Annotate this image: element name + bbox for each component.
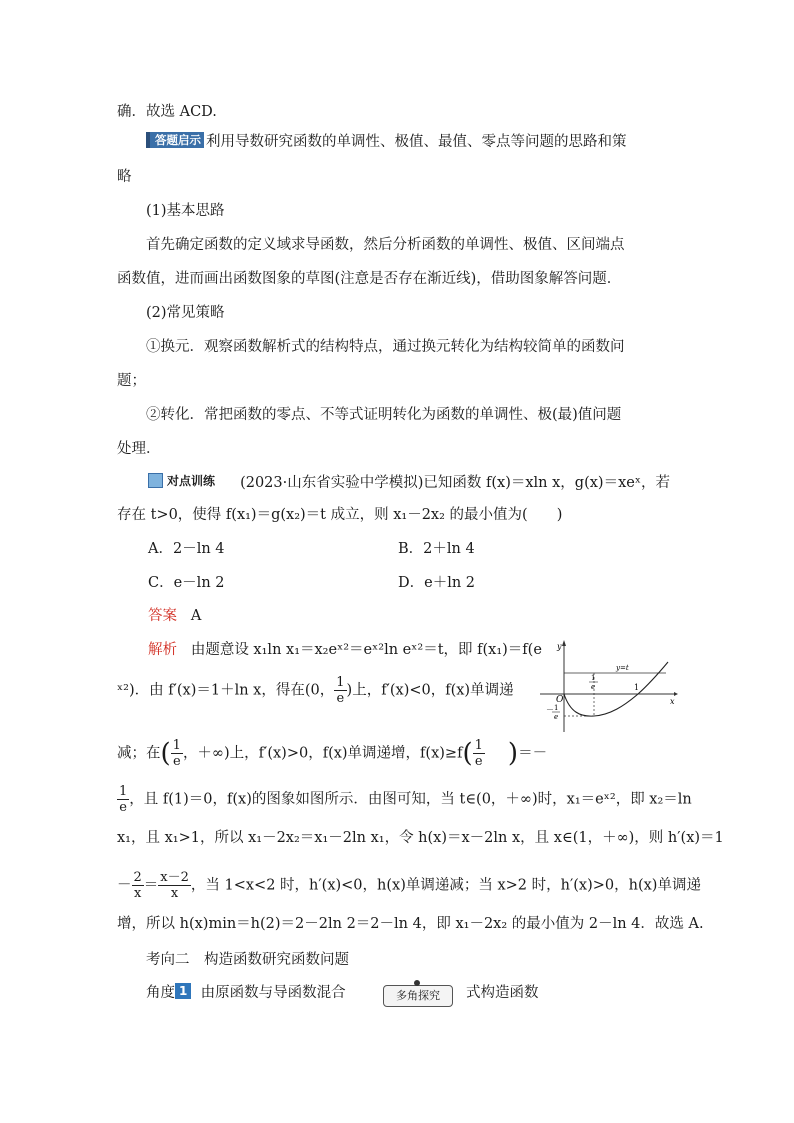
analysis-text-6: ，当 1<x<2 时，h′(x)<0，h(x)单调递减；当 x>2 时，h′(x)>0，h(x)单调递 — [190, 877, 701, 894]
graph-svg — [540, 640, 678, 732]
option-d: D．e＋ln 2 — [398, 575, 476, 591]
tip-text: 利用导数研究函数的单调性、极值、最值、零点等问题的思路和策 — [206, 134, 627, 150]
option-a: A．2－ln 4 — [148, 541, 225, 557]
line-6: 函数值，进而画出函数图象的草图(注意是否存在渐近线)，借助图象解答问题． — [117, 271, 622, 287]
angle-label: 角度 — [146, 985, 175, 1001]
line-11: 处理． — [117, 441, 161, 457]
practice-badge: 对点训练 — [167, 474, 216, 488]
analysis-text-2c: )上，f′(x)<0，f(x)单调递 — [346, 682, 514, 699]
analysis-line-4 — [117, 784, 692, 815]
neg-den: e — [554, 713, 559, 721]
x-axis-arrow — [674, 692, 678, 696]
line-9: 题； — [117, 373, 146, 389]
equals-sign: ＝ — [143, 877, 159, 894]
angle-title: 由原函数与导函数混合 — [200, 985, 346, 1001]
neg-num: 1 — [554, 704, 559, 712]
fraction-x-minus-2-over-x: $\frac{x-2}{x}$ — [160, 870, 189, 901]
line-3: 略 — [117, 169, 132, 185]
fraction-1-over-e-4: $\frac{1}{e}$ — [119, 784, 128, 815]
line-8: ①换元．观察函数解析式的结构特点，通过换元转化为结构较简单的函数问 — [146, 339, 625, 355]
x-axis-label: x — [670, 697, 675, 706]
analysis-text-3a: 减；在 — [117, 745, 161, 762]
line-5: 首先确定函数的定义域求导函数，然后分析函数的单调性、极值、区间端点 — [146, 237, 625, 253]
analysis-text-3c: ＝－ — [518, 745, 548, 762]
paren-right: ) — [507, 738, 519, 769]
fraction-1-over-e-2: $\frac{1}{e}$ — [172, 738, 181, 769]
analysis-line-7: 增，所以 h(x)min＝h(2)＝2－2ln 2＝2－ln 4，即 x₁－2x₂ 的最小值为 2－ln 4．故选 A. — [117, 916, 704, 932]
analysis-text-2a: ˣ²)．由 f′(x)＝1＋ln x，得在 — [117, 682, 305, 699]
paren-left-2: ( — [462, 738, 473, 769]
analysis-line-2 — [117, 675, 514, 706]
analysis-line-6 — [117, 870, 701, 901]
y-axis-arrow — [562, 640, 566, 646]
practice-icon — [148, 473, 163, 488]
tick-1-over-e-num: 1 — [591, 674, 596, 682]
section-heading: 考向二 构造函数研究函数问题 — [146, 952, 349, 968]
angle-heading-tail: 式构造函数 — [466, 985, 539, 1001]
interval-open: (0， — [304, 682, 335, 699]
line-10: ②转化．常把函数的零点、不等式证明转化为函数的单调性、极(最)值问题 — [146, 407, 622, 423]
option-c: C．e－ln 2 — [148, 575, 225, 591]
analysis-line-3 — [117, 738, 547, 769]
practice-line — [148, 473, 670, 493]
analysis-label: 解析 — [148, 642, 177, 658]
question-line: 存在 t>0，使得 f(x₁)＝g(x₂)＝t 成立，则 x₁－2x₂ 的最小值为( ) — [117, 507, 563, 523]
option-b: B．2＋ln 4 — [398, 541, 475, 557]
analysis-line-5: x₁，且 x₁>1，所以 x₁－2x₂＝x₁－2ln x₁，令 h(x)＝x－2ln x，且 x∈(1，＋∞)，则 h′(x)＝1 — [117, 830, 724, 846]
answer-line — [148, 606, 201, 626]
paren-left: ( — [160, 738, 171, 769]
origin-label: O — [556, 695, 564, 705]
answer-label: 答案 — [148, 608, 177, 624]
fraction-1-over-e: $\frac{1}{e}$ — [336, 675, 345, 706]
fraction-1-over-e-3: $\frac{1}{e}$ — [474, 738, 483, 769]
angle-heading — [146, 983, 346, 1003]
y-axis-label: y — [557, 642, 562, 651]
analysis-text-3b: ，＋∞)上，f′(x)>0，f(x)单调递增，f(x)≥f — [182, 745, 463, 762]
function-graph — [540, 640, 678, 732]
answer-tip-badge: 答题启示 — [146, 132, 204, 148]
analysis-text-4: ，且 f(1)＝0，f(x)的图象如图所示．由图可知，当 t∈(0，＋∞)时，x₁＝eˣ²，即 x₂＝ln — [129, 791, 692, 808]
practice-text: (2023·山东省实验中学模拟)已知函数 f(x)＝xln x，g(x)＝xeˣ，若 — [240, 475, 670, 491]
analysis-text-1: 由题意设 x₁ln x₁＝x₂eˣ²＝eˣ²ln eˣ²＝t，即 f(x₁)＝f(e — [190, 642, 542, 658]
line-4: (1)基本思路 — [146, 203, 225, 219]
neg-sign: － — [546, 705, 554, 714]
minus-sign: － — [117, 877, 132, 894]
line-y-t-label: y=t — [616, 664, 629, 672]
angle-number: 1 — [175, 983, 191, 999]
tip-line — [146, 132, 627, 152]
analysis-line-1 — [148, 640, 542, 660]
multi-angle-tag[interactable]: 多角探究 — [383, 985, 453, 1007]
fraction-2-over-x: $\frac{2}{x}$ — [133, 870, 142, 901]
answer-value: A — [190, 608, 202, 624]
tick-1-over-e-den: e — [591, 683, 596, 691]
line-1: 确．故选 ACD. — [117, 104, 217, 120]
line-7: (2)常见策略 — [146, 305, 225, 321]
tick-1: 1 — [634, 683, 640, 692]
